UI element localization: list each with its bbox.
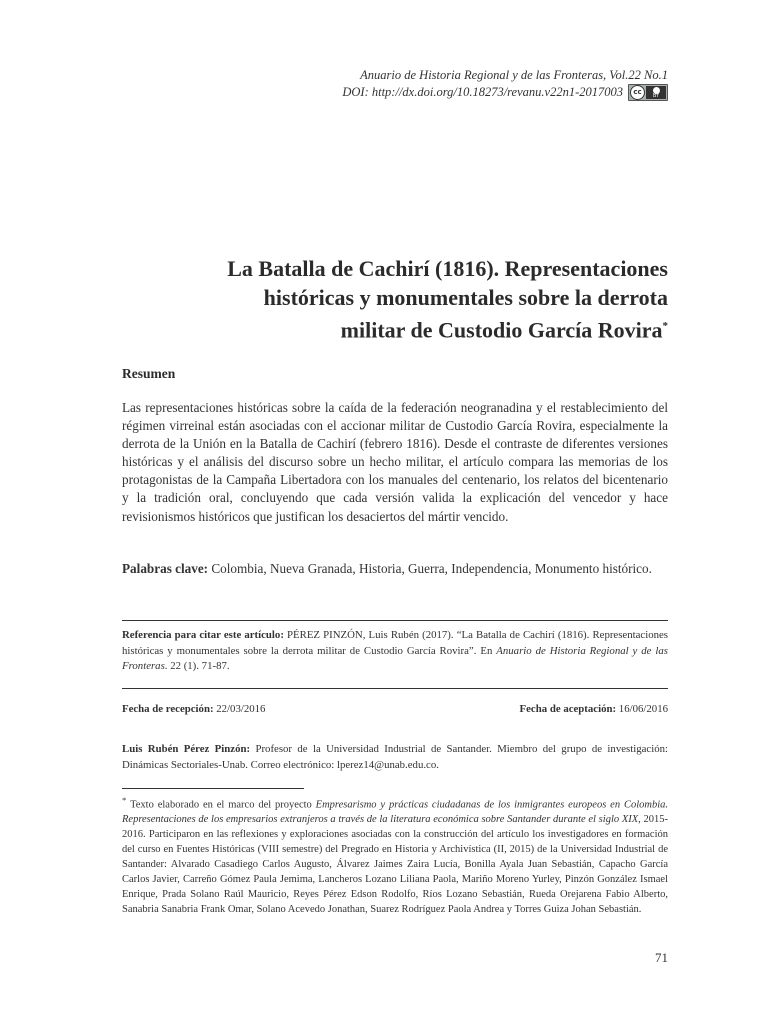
reference-text-1: PÉREZ PINZÓN, Luis Rubén (2017). “La Batalla de Cachirí (1816). Representaciones históricas y monumentales sobre la derrota militar de Custodio García Rovira”. En [122, 629, 668, 657]
author-info [122, 742, 668, 773]
footnote-text-1: Texto elaborado en el marco del proyecto [126, 799, 316, 811]
journal-citation: Anuario de Historia Regional y de las Fronteras, Vol.22 No.1 [360, 68, 668, 82]
doi-line [122, 84, 668, 101]
abstract-heading: Resumen [122, 366, 176, 381]
accepted-value: 16/06/2016 [616, 703, 668, 715]
keywords [122, 560, 668, 578]
accepted-date [520, 703, 668, 715]
abstract-text: Las representaciones históricas sobre la caída de la federación neogranadina y el restablecimiento del régimen virreinal están asociadas con el accionar militar de Custodio García Rovira, especialmente la derrota de la Unión en la Batalla de Cachirí (febrero 1816). Desde el contraste de diferentes versiones históricas y el análisis del discurso sobre un hecho militar, el artículo compara las memorias de los protagonistas de la Campaña Libertadora con los manuales del centenario, los relatos del bicentenario y la tradición oral, concluyendo que cada versión valida la explicación del vencedor y hace revisionismos históricos que justifican los desaciertos del mártir vencido. [122, 400, 668, 524]
by-label: BY [652, 92, 660, 99]
cc-icon: cc [630, 85, 645, 100]
title-line-2: históricas y monumentales sobre la derrota [263, 284, 668, 310]
keywords-text: Colombia, Nueva Granada, Historia, Guerra, Independencia, Monumento histórico. [208, 561, 652, 576]
citation-reference [122, 628, 668, 675]
by-attribution-icon [646, 86, 666, 99]
cc-by-license-icon [628, 84, 668, 101]
author-description: Profesor de la Universidad Industrial de Santander. Miembro del grupo de investigación: Dinámicas Sectoriales-Unab. Correo electrónico: lperez14@unab.edu.co. [122, 743, 668, 771]
footnote-divider [122, 788, 304, 789]
reference-journal: Anuario de Historia Regional y de las Fronteras [122, 644, 669, 673]
page-number: 71 [655, 950, 668, 965]
keywords-label: Palabras clave: [122, 561, 209, 576]
footnote-project-title: Empresarismo y prácticas ciudadanas de los inmigrantes europeos en Colombia. Representaciones de los empresarios extranjeros a través de la literatura económica sobre Santander durante el siglo XIX [122, 799, 669, 826]
divider-middle [122, 688, 668, 689]
reference-label: Referencia para citar este artículo: [122, 629, 284, 641]
received-label: Fecha de recepción: [122, 703, 214, 715]
received-value: 22/03/2016 [213, 703, 266, 715]
doi-link[interactable]: DOI: http://dx.doi.org/10.18273/revanu.v22n1-2017003 [342, 85, 623, 99]
author-name: Luis Rubén Pérez Pinzón: [122, 743, 251, 755]
divider-top [122, 620, 668, 621]
title-line-3-text: militar de Custodio García Rovira [340, 317, 663, 343]
dates-row [122, 703, 668, 715]
reference-text-2: . 22 (1). 71-87. [164, 660, 230, 673]
footnote-text-2: , 2015-2016. Participaron en las reflexiones y exploraciones asociadas con la construcción del artículo los investigadores en formación del curso en Fuentes Históricas (VIII semestre) del Pregrado en Historia y Archivística (II, 2015) de la Universidad Industrial de Santander: Alvarado Casadiego Carlos Augusto, Álvarez Jaimes Zaira Lucía, Bonilla Ayala Juan Sebastián, Capacho García Carlos Javier, Carreño Gómez Paula Jemima, Lancheros Lozano Liliana Paola, Mariño Moreno Yurley, Pinzón González Ismael Enrique, Prada Solano Raúl Mauricio, Reyes Pérez Edson Rodolfo, Ríos Lozano Sebastián, Rueda Orejarena Fabio Alberto, Sanabria Sanabria Frank Omar, Solano Acevedo Jonathan, Suarez Rodríguez Paola Andrea y Torres Guiza Johan Sebastián. [122, 814, 668, 915]
accepted-label: Fecha de aceptación: [519, 703, 617, 715]
footnote [122, 793, 668, 918]
article-title [122, 255, 668, 345]
title-footnote-marker[interactable]: * [662, 320, 668, 332]
title-line-3 [122, 312, 668, 345]
title-line-1: La Batalla de Cachirí (1816). Representaciones [227, 256, 668, 281]
journal-header [122, 67, 668, 101]
received-date [122, 703, 265, 715]
footnote-marker: * [122, 795, 127, 805]
